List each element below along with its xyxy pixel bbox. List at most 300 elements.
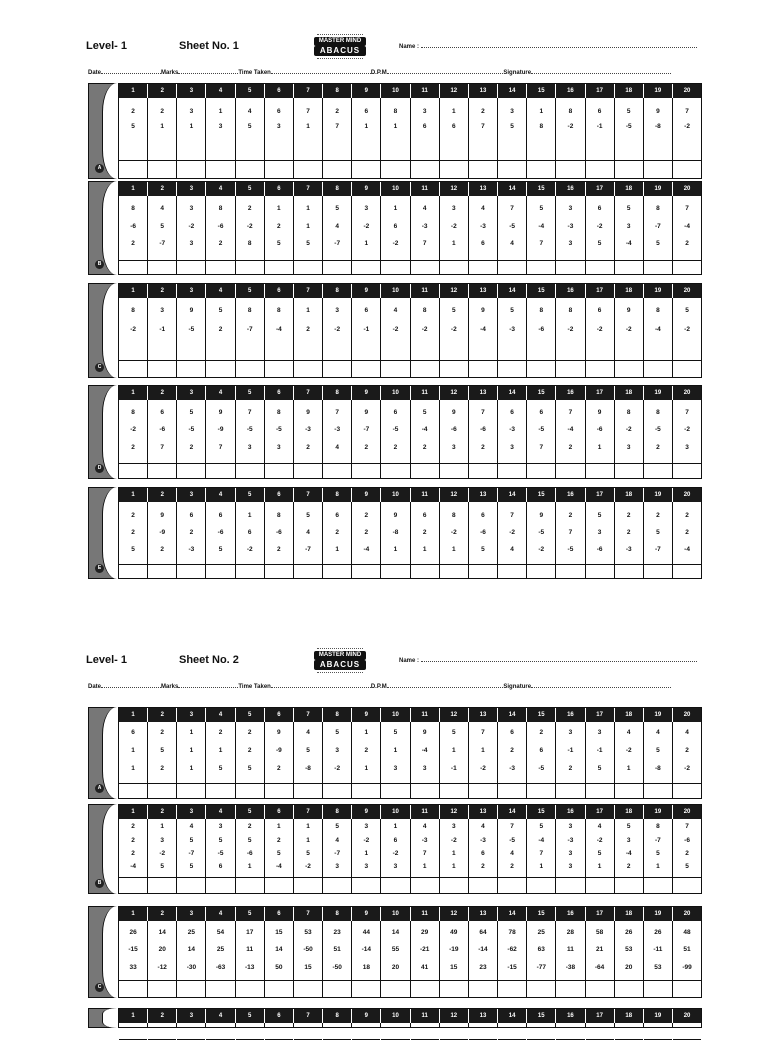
question-number: 4 xyxy=(306,729,310,736)
question-number: 8 xyxy=(539,123,544,130)
block-label-badge: A xyxy=(95,164,104,173)
question-number: 15 xyxy=(304,964,312,971)
question-number: 1 xyxy=(364,850,369,857)
question-number: 3 xyxy=(335,307,339,314)
level-label: Level- 1 xyxy=(86,654,127,666)
answer-cell-line xyxy=(148,160,176,161)
column-number: 2 xyxy=(148,805,177,819)
question-number: 5 xyxy=(218,546,223,553)
signature-input-line[interactable] xyxy=(531,68,671,74)
question-number: -2 xyxy=(480,765,486,772)
column-number: 15 xyxy=(527,488,556,502)
question-number: 2 xyxy=(626,512,631,519)
question-number: 1 xyxy=(481,747,485,754)
question-number: 2 xyxy=(277,546,281,553)
question-number: 7 xyxy=(568,409,573,416)
question-grid xyxy=(118,487,702,579)
question-column xyxy=(440,98,469,178)
column-number: 4 xyxy=(206,488,235,502)
answer-cell-line xyxy=(352,260,380,261)
answer-cell-line xyxy=(644,463,672,464)
question-number: 6 xyxy=(510,729,514,736)
question-number: -1 xyxy=(596,123,603,130)
question-column xyxy=(148,298,177,377)
question-number: 5 xyxy=(160,747,165,754)
question-column xyxy=(323,502,352,578)
answer-cell-line xyxy=(177,877,205,878)
question-number: 1 xyxy=(160,823,165,830)
question-number: 2 xyxy=(335,108,339,115)
question-grid xyxy=(118,385,702,479)
answer-cell-line xyxy=(381,260,409,261)
answer-cell-line xyxy=(644,360,672,361)
block-tab xyxy=(88,906,117,998)
question-number: 6 xyxy=(393,223,398,230)
answer-cell-line xyxy=(498,360,526,361)
time-taken-input-line[interactable] xyxy=(271,68,371,74)
answer-cell-line xyxy=(381,160,409,161)
name-input-line[interactable] xyxy=(421,661,697,662)
question-number: 48 xyxy=(683,929,691,936)
answer-cell-line xyxy=(294,564,322,565)
question-number: 1 xyxy=(656,863,660,870)
question-column xyxy=(498,921,527,997)
question-number: 7 xyxy=(685,823,689,830)
question-number: 2 xyxy=(131,444,135,451)
column-number: 7 xyxy=(294,488,323,502)
answer-cell-line xyxy=(527,783,555,784)
logo-decoration xyxy=(317,58,363,62)
question-number: 2 xyxy=(218,326,223,333)
question-column xyxy=(206,400,235,478)
question-column xyxy=(527,298,556,377)
question-columns xyxy=(119,400,701,478)
column-number: 9 xyxy=(352,386,381,400)
question-grid xyxy=(118,1008,702,1028)
question-number: 7 xyxy=(160,444,165,451)
column-number: 12 xyxy=(440,708,469,722)
question-number: 5 xyxy=(656,747,660,754)
column-number: 3 xyxy=(177,284,206,298)
question-column xyxy=(206,502,235,578)
question-number: 41 xyxy=(421,964,429,971)
question-column xyxy=(469,819,498,893)
question-column xyxy=(323,819,352,893)
answer-cell-line xyxy=(352,564,380,565)
question-number: 5 xyxy=(539,205,544,212)
column-number: 16 xyxy=(556,708,585,722)
date-label: Date xyxy=(88,70,102,76)
question-number: 3 xyxy=(277,444,281,451)
answer-cell-line xyxy=(498,463,526,464)
question-number: -99 xyxy=(682,964,692,971)
question-number: -7 xyxy=(159,240,166,247)
answer-cell-line xyxy=(265,564,293,565)
column-number: 15 xyxy=(527,386,556,400)
question-grid xyxy=(118,181,702,275)
logo-bottom-text: ABACUS xyxy=(314,46,366,56)
block-label-badge: C xyxy=(95,983,104,992)
answer-cell-line xyxy=(440,564,468,565)
question-column xyxy=(352,502,381,578)
answer-cell-line xyxy=(119,160,147,161)
answer-cell-line xyxy=(381,463,409,464)
question-number: -2 xyxy=(392,326,399,333)
answer-cell-line xyxy=(469,160,497,161)
question-number: 55 xyxy=(391,946,400,953)
question-column xyxy=(294,819,323,893)
answer-cell-line xyxy=(206,260,234,261)
question-number: 51 xyxy=(683,946,691,953)
question-number: 5 xyxy=(597,512,602,519)
name-field[interactable] xyxy=(399,44,697,50)
question-number: 3 xyxy=(451,444,456,451)
column-number: 14 xyxy=(498,386,527,400)
question-column xyxy=(556,98,585,178)
question-number: 3 xyxy=(335,863,339,870)
column-number: 15 xyxy=(527,1009,556,1023)
question-block xyxy=(88,181,702,275)
column-number: 8 xyxy=(323,284,352,298)
question-number: 3 xyxy=(189,108,194,115)
block-tab-curve xyxy=(102,385,117,479)
question-column xyxy=(498,298,527,377)
question-column xyxy=(206,298,235,377)
answer-cell-line xyxy=(411,260,439,261)
question-column xyxy=(177,400,206,478)
question-number: 33 xyxy=(129,964,137,971)
question-column xyxy=(177,196,206,274)
column-header-row xyxy=(119,84,701,98)
question-number: 8 xyxy=(568,307,573,314)
answer-cell-line xyxy=(265,463,293,464)
question-number: 1 xyxy=(306,223,310,230)
question-column xyxy=(498,400,527,478)
answer-cell-line xyxy=(411,160,439,161)
question-number: -1 xyxy=(450,765,457,772)
question-column xyxy=(352,921,381,997)
question-column xyxy=(323,298,352,377)
question-column xyxy=(615,98,644,178)
question-number: 1 xyxy=(393,747,398,754)
question-number: 6 xyxy=(160,409,165,416)
question-number: 2 xyxy=(160,765,165,772)
signature-label: Signature xyxy=(503,70,532,76)
question-number: 5 xyxy=(539,823,544,830)
question-number: -2 xyxy=(130,426,136,433)
answer-cell-line xyxy=(294,260,322,261)
answer-cell-line xyxy=(673,160,701,161)
column-number: 14 xyxy=(498,488,527,502)
question-number: 7 xyxy=(422,850,427,857)
question-number: -2 xyxy=(596,837,603,844)
question-number: -4 xyxy=(567,426,574,433)
column-number: 2 xyxy=(148,386,177,400)
answer-cell-line xyxy=(440,360,468,361)
dpm-input-line[interactable] xyxy=(388,68,503,74)
question-number: 2 xyxy=(160,546,165,553)
answer-cell-line xyxy=(556,260,584,261)
column-number: 4 xyxy=(206,1009,235,1023)
column-number: 14 xyxy=(498,84,527,98)
question-number: -2 xyxy=(188,223,195,230)
dpm-label: D.P.M. xyxy=(370,684,389,690)
answer-cell-line xyxy=(411,564,439,565)
column-number: 1 xyxy=(119,182,148,196)
question-column xyxy=(644,722,673,798)
marks-label: Marks xyxy=(161,70,179,76)
block-label-badge: E xyxy=(95,564,104,573)
question-number: -63 xyxy=(215,964,226,971)
question-number: 6 xyxy=(481,240,485,247)
question-number: 20 xyxy=(625,964,633,971)
answer-cell-line xyxy=(265,360,293,361)
question-number: 3 xyxy=(568,729,573,736)
date-input-line[interactable] xyxy=(101,68,161,74)
question-number: 5 xyxy=(626,823,631,830)
answer-cell-line xyxy=(352,160,380,161)
question-number: 7 xyxy=(685,409,689,416)
question-column xyxy=(644,819,673,893)
column-number: 19 xyxy=(644,488,673,502)
question-number: 9 xyxy=(218,409,223,416)
column-number: 18 xyxy=(615,1009,644,1023)
column-number: 6 xyxy=(265,488,294,502)
question-number: -4 xyxy=(655,326,661,333)
question-number: 7 xyxy=(539,850,544,857)
answer-cell-line xyxy=(469,980,497,981)
answer-cell-line xyxy=(527,160,555,161)
question-columns xyxy=(119,819,701,893)
answer-cell-line xyxy=(119,783,147,784)
question-number: 5 xyxy=(306,747,310,754)
question-column xyxy=(469,502,498,578)
column-number: 17 xyxy=(586,907,615,921)
column-number: 12 xyxy=(440,284,469,298)
answer-cell-line xyxy=(411,980,439,981)
column-header-row xyxy=(119,805,701,819)
column-number: 11 xyxy=(411,284,440,298)
answer-cell-line xyxy=(236,980,264,981)
question-number: -6 xyxy=(217,223,224,230)
question-number: 7 xyxy=(539,444,544,451)
column-number: 19 xyxy=(644,182,673,196)
question-column xyxy=(469,98,498,178)
question-number: -5 xyxy=(538,765,545,772)
column-number: 10 xyxy=(381,84,410,98)
column-number: 16 xyxy=(556,488,585,502)
question-number: 1 xyxy=(451,850,456,857)
meta-row xyxy=(88,68,671,76)
question-block xyxy=(88,804,702,894)
answer-cell-line xyxy=(411,360,439,361)
question-number: 14 xyxy=(158,929,166,936)
name-input-line[interactable] xyxy=(421,47,697,48)
question-number: 2 xyxy=(685,747,689,754)
question-number: 78 xyxy=(508,929,516,936)
question-number: 9 xyxy=(656,108,660,115)
question-number: -4 xyxy=(684,223,690,230)
question-number: -2 xyxy=(305,863,311,870)
question-number: 2 xyxy=(393,444,398,451)
signature-input-line[interactable] xyxy=(531,682,671,688)
question-number: 2 xyxy=(422,529,427,536)
question-number: -7 xyxy=(334,850,341,857)
time-taken-label: Time Taken xyxy=(238,684,271,690)
question-number: 6 xyxy=(218,863,223,870)
question-column xyxy=(440,400,469,478)
question-number: 25 xyxy=(216,946,225,953)
answer-cell-line xyxy=(148,260,176,261)
question-number: 3 xyxy=(218,123,223,130)
question-column xyxy=(148,502,177,578)
column-number: 8 xyxy=(323,84,352,98)
column-number: 7 xyxy=(294,708,323,722)
question-number: -4 xyxy=(625,240,632,247)
name-field[interactable] xyxy=(399,658,697,664)
answer-cell-line xyxy=(469,877,497,878)
column-number: 5 xyxy=(236,182,265,196)
answer-cell-line xyxy=(469,463,497,464)
question-number: 4 xyxy=(160,205,165,212)
marks-input-line[interactable] xyxy=(178,682,238,688)
question-column xyxy=(498,502,527,578)
question-number: 9 xyxy=(597,409,602,416)
question-number: -4 xyxy=(625,850,632,857)
question-column xyxy=(294,400,323,478)
question-number: 44 xyxy=(362,929,370,936)
question-number: 3 xyxy=(451,205,456,212)
question-number: -12 xyxy=(157,964,167,971)
question-number: 5 xyxy=(510,307,514,314)
answer-cell-line xyxy=(498,260,526,261)
column-number: 5 xyxy=(236,84,265,98)
question-block xyxy=(88,83,702,179)
question-column xyxy=(119,921,148,997)
column-number: 13 xyxy=(469,708,498,722)
answer-cell-line xyxy=(177,980,205,981)
column-number: 16 xyxy=(556,386,585,400)
question-number: 3 xyxy=(510,108,514,115)
column-number: 16 xyxy=(556,1009,585,1023)
time-taken-input-line[interactable] xyxy=(271,682,371,688)
question-number: 2 xyxy=(364,512,369,519)
question-number: -4 xyxy=(275,863,282,870)
column-number: 6 xyxy=(265,84,294,98)
question-column xyxy=(148,196,177,274)
question-column xyxy=(177,921,206,997)
question-number: -5 xyxy=(217,850,224,857)
question-column xyxy=(527,400,556,478)
column-number: 1 xyxy=(119,1009,148,1023)
column-number: 15 xyxy=(527,805,556,819)
question-number: 23 xyxy=(479,964,487,971)
question-column xyxy=(177,819,206,893)
question-number: 3 xyxy=(510,444,514,451)
question-number: 1 xyxy=(422,546,427,553)
question-number: 6 xyxy=(393,837,398,844)
question-column xyxy=(586,400,615,478)
question-number: -2 xyxy=(596,223,603,230)
question-number: 2 xyxy=(131,823,135,830)
answer-cell-line xyxy=(498,564,526,565)
question-number: 2 xyxy=(247,823,252,830)
question-number: 3 xyxy=(393,863,398,870)
question-column xyxy=(644,298,673,377)
answer-cell-line xyxy=(440,783,468,784)
column-number: 17 xyxy=(586,284,615,298)
answer-cell-line xyxy=(294,160,322,161)
column-number: 14 xyxy=(498,708,527,722)
question-number: -7 xyxy=(334,240,341,247)
column-number: 11 xyxy=(411,708,440,722)
question-number: 2 xyxy=(364,444,369,451)
dpm-input-line[interactable] xyxy=(388,682,503,688)
column-number: 15 xyxy=(527,708,556,722)
question-number: 8 xyxy=(656,307,660,314)
question-number: 9 xyxy=(451,409,456,416)
question-number: 8 xyxy=(393,108,398,115)
date-input-line[interactable] xyxy=(101,682,161,688)
answer-cell-line xyxy=(644,783,672,784)
question-column xyxy=(586,196,615,274)
question-column xyxy=(615,298,644,377)
answer-cell-line xyxy=(469,783,497,784)
question-number: 20 xyxy=(158,946,166,953)
question-number: 5 xyxy=(218,837,223,844)
question-column xyxy=(236,921,265,997)
question-number: 8 xyxy=(131,409,135,416)
column-number: 18 xyxy=(615,284,644,298)
question-number: 6 xyxy=(481,512,485,519)
question-number: 25 xyxy=(187,929,195,936)
answer-cell-line xyxy=(615,564,643,565)
question-column xyxy=(236,98,265,178)
question-number: -14 xyxy=(361,946,372,953)
date-label: Date xyxy=(88,684,102,690)
question-number: -2 xyxy=(130,326,136,333)
question-number: 3 xyxy=(626,444,631,451)
question-number: 1 xyxy=(422,863,427,870)
column-number: 1 xyxy=(119,84,148,98)
block-tab xyxy=(88,181,117,275)
question-number: 7 xyxy=(539,240,544,247)
question-number: -2 xyxy=(246,546,253,553)
question-number: 8 xyxy=(131,307,135,314)
answer-cell-line xyxy=(294,877,322,878)
question-column xyxy=(323,400,352,478)
column-number: 6 xyxy=(265,907,294,921)
question-number: 2 xyxy=(685,512,689,519)
column-number: 5 xyxy=(236,1009,265,1023)
question-number: 25 xyxy=(537,929,545,936)
column-number: 12 xyxy=(440,805,469,819)
answer-cell-line xyxy=(440,160,468,161)
question-columns xyxy=(119,298,701,377)
column-number: 5 xyxy=(236,284,265,298)
column-number: 14 xyxy=(498,284,527,298)
question-column xyxy=(586,722,615,798)
question-number: 6 xyxy=(218,512,223,519)
answer-cell-line xyxy=(644,260,672,261)
marks-input-line[interactable] xyxy=(178,68,238,74)
block-tab xyxy=(88,83,117,179)
question-number: 1 xyxy=(247,863,252,870)
question-number: -21 xyxy=(419,946,430,953)
question-number: -2 xyxy=(363,223,370,230)
question-column xyxy=(556,921,585,997)
question-column xyxy=(469,196,498,274)
